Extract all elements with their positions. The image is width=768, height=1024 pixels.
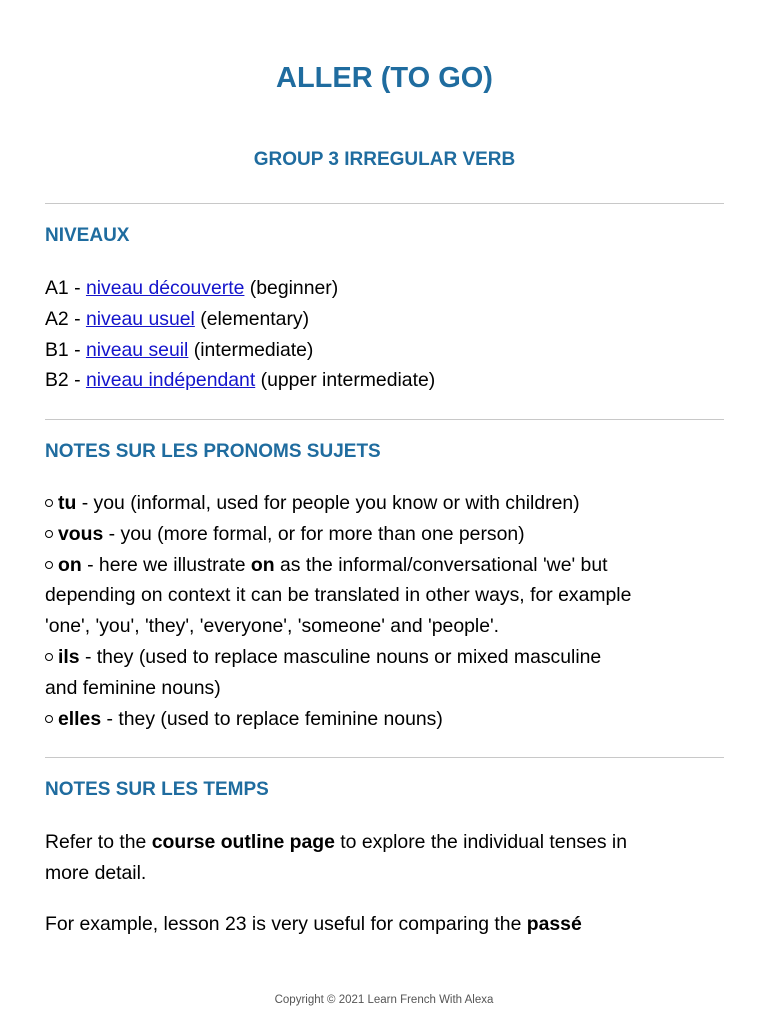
pronoun-term: vous xyxy=(58,522,104,545)
niveau-link-b1[interactable]: niveau seuil xyxy=(85,338,189,361)
niveaux-heading: NIVEAUX xyxy=(45,225,130,246)
course-outline-ref: course outline page xyxy=(151,831,335,853)
paragraph-text: to explore the individual tenses in xyxy=(334,831,628,853)
divider xyxy=(45,757,724,758)
pronoun-item-on xyxy=(45,550,727,581)
separator: - xyxy=(68,369,86,392)
pronoun-term: tu xyxy=(58,492,77,514)
bullet-icon xyxy=(45,653,53,661)
niveau-item xyxy=(45,365,727,396)
niveau-code: A2 xyxy=(45,307,69,330)
paragraph-line: more detail. xyxy=(45,861,147,884)
pronoms-heading: NOTES SUR LES PRONOMS SUJETS xyxy=(45,441,381,462)
niveau-description: (upper intermediate) xyxy=(255,369,436,392)
pronoun-item-tu xyxy=(45,488,727,519)
niveau-link-a1[interactable]: niveau découverte xyxy=(85,277,245,299)
niveau-item xyxy=(45,304,727,335)
niveau-link-a2[interactable]: niveau usuel xyxy=(85,307,195,330)
pronoun-item-on-cont: 'one', 'you', 'they', 'everyone', 'someone' and 'people'. xyxy=(45,615,500,638)
copyright-footer: Copyright © 2021 Learn French With Alexa xyxy=(274,994,494,1006)
pronoun-term: elles xyxy=(58,707,102,730)
niveau-item xyxy=(45,273,727,304)
bullet-icon xyxy=(45,530,53,538)
pronoun-item-elles xyxy=(45,704,727,735)
niveau-item xyxy=(45,335,727,366)
pronoun-term: on xyxy=(58,553,82,576)
temps-paragraph-2 xyxy=(45,909,727,940)
pronoun-note: - here we illustrate xyxy=(81,553,251,576)
temps-paragraph-1 xyxy=(45,827,727,889)
pronoun-term-inline: on xyxy=(250,553,275,576)
separator: - xyxy=(68,277,86,299)
page-subtitle: GROUP 3 IRREGULAR VERB xyxy=(253,149,516,170)
pronoun-note: as the informal/conversational 'we' but xyxy=(274,553,608,576)
paragraph-line xyxy=(45,909,727,940)
paragraph-text: Refer to the xyxy=(45,831,152,853)
pronoun-note: - you (more formal, or for more than one person) xyxy=(103,522,525,545)
niveau-description: (elementary) xyxy=(194,307,310,330)
pronoms-list xyxy=(45,488,727,734)
paragraph-line xyxy=(45,827,727,858)
pronoun-item-vous xyxy=(45,519,727,550)
niveaux-list xyxy=(45,273,727,396)
bullet-icon xyxy=(45,561,53,569)
separator: - xyxy=(68,307,86,330)
pronoun-item-on-cont: depending on context it can be translated in other ways, for example xyxy=(45,584,632,607)
niveau-link-b2[interactable]: niveau indépendant xyxy=(85,369,256,392)
bullet-icon xyxy=(45,499,53,507)
divider xyxy=(45,203,724,204)
page-title: ALLER (TO GO) xyxy=(276,62,493,94)
niveau-code: B1 xyxy=(45,338,69,361)
tense-term: passé xyxy=(526,913,582,935)
pronoun-item-ils xyxy=(45,642,727,673)
pronoun-note: - they (used to replace masculine nouns or mixed masculine xyxy=(79,645,602,668)
niveau-description: (intermediate) xyxy=(188,338,314,361)
niveau-code: A1 xyxy=(45,277,69,299)
separator: - xyxy=(68,338,86,361)
temps-heading: NOTES SUR LES TEMPS xyxy=(45,779,269,800)
pronoun-note: - you (informal, used for people you know or with children) xyxy=(76,492,580,514)
pronoun-item-ils-cont: and feminine nouns) xyxy=(45,676,221,699)
niveau-code: B2 xyxy=(45,369,69,392)
pronoun-note: - they (used to replace feminine nouns) xyxy=(101,707,443,730)
paragraph-text: For example, lesson 23 is very useful for comparing the xyxy=(45,913,527,935)
divider xyxy=(45,419,724,420)
bullet-icon xyxy=(45,715,53,723)
pronoun-term: ils xyxy=(58,645,80,668)
niveau-description: (beginner) xyxy=(244,277,339,299)
